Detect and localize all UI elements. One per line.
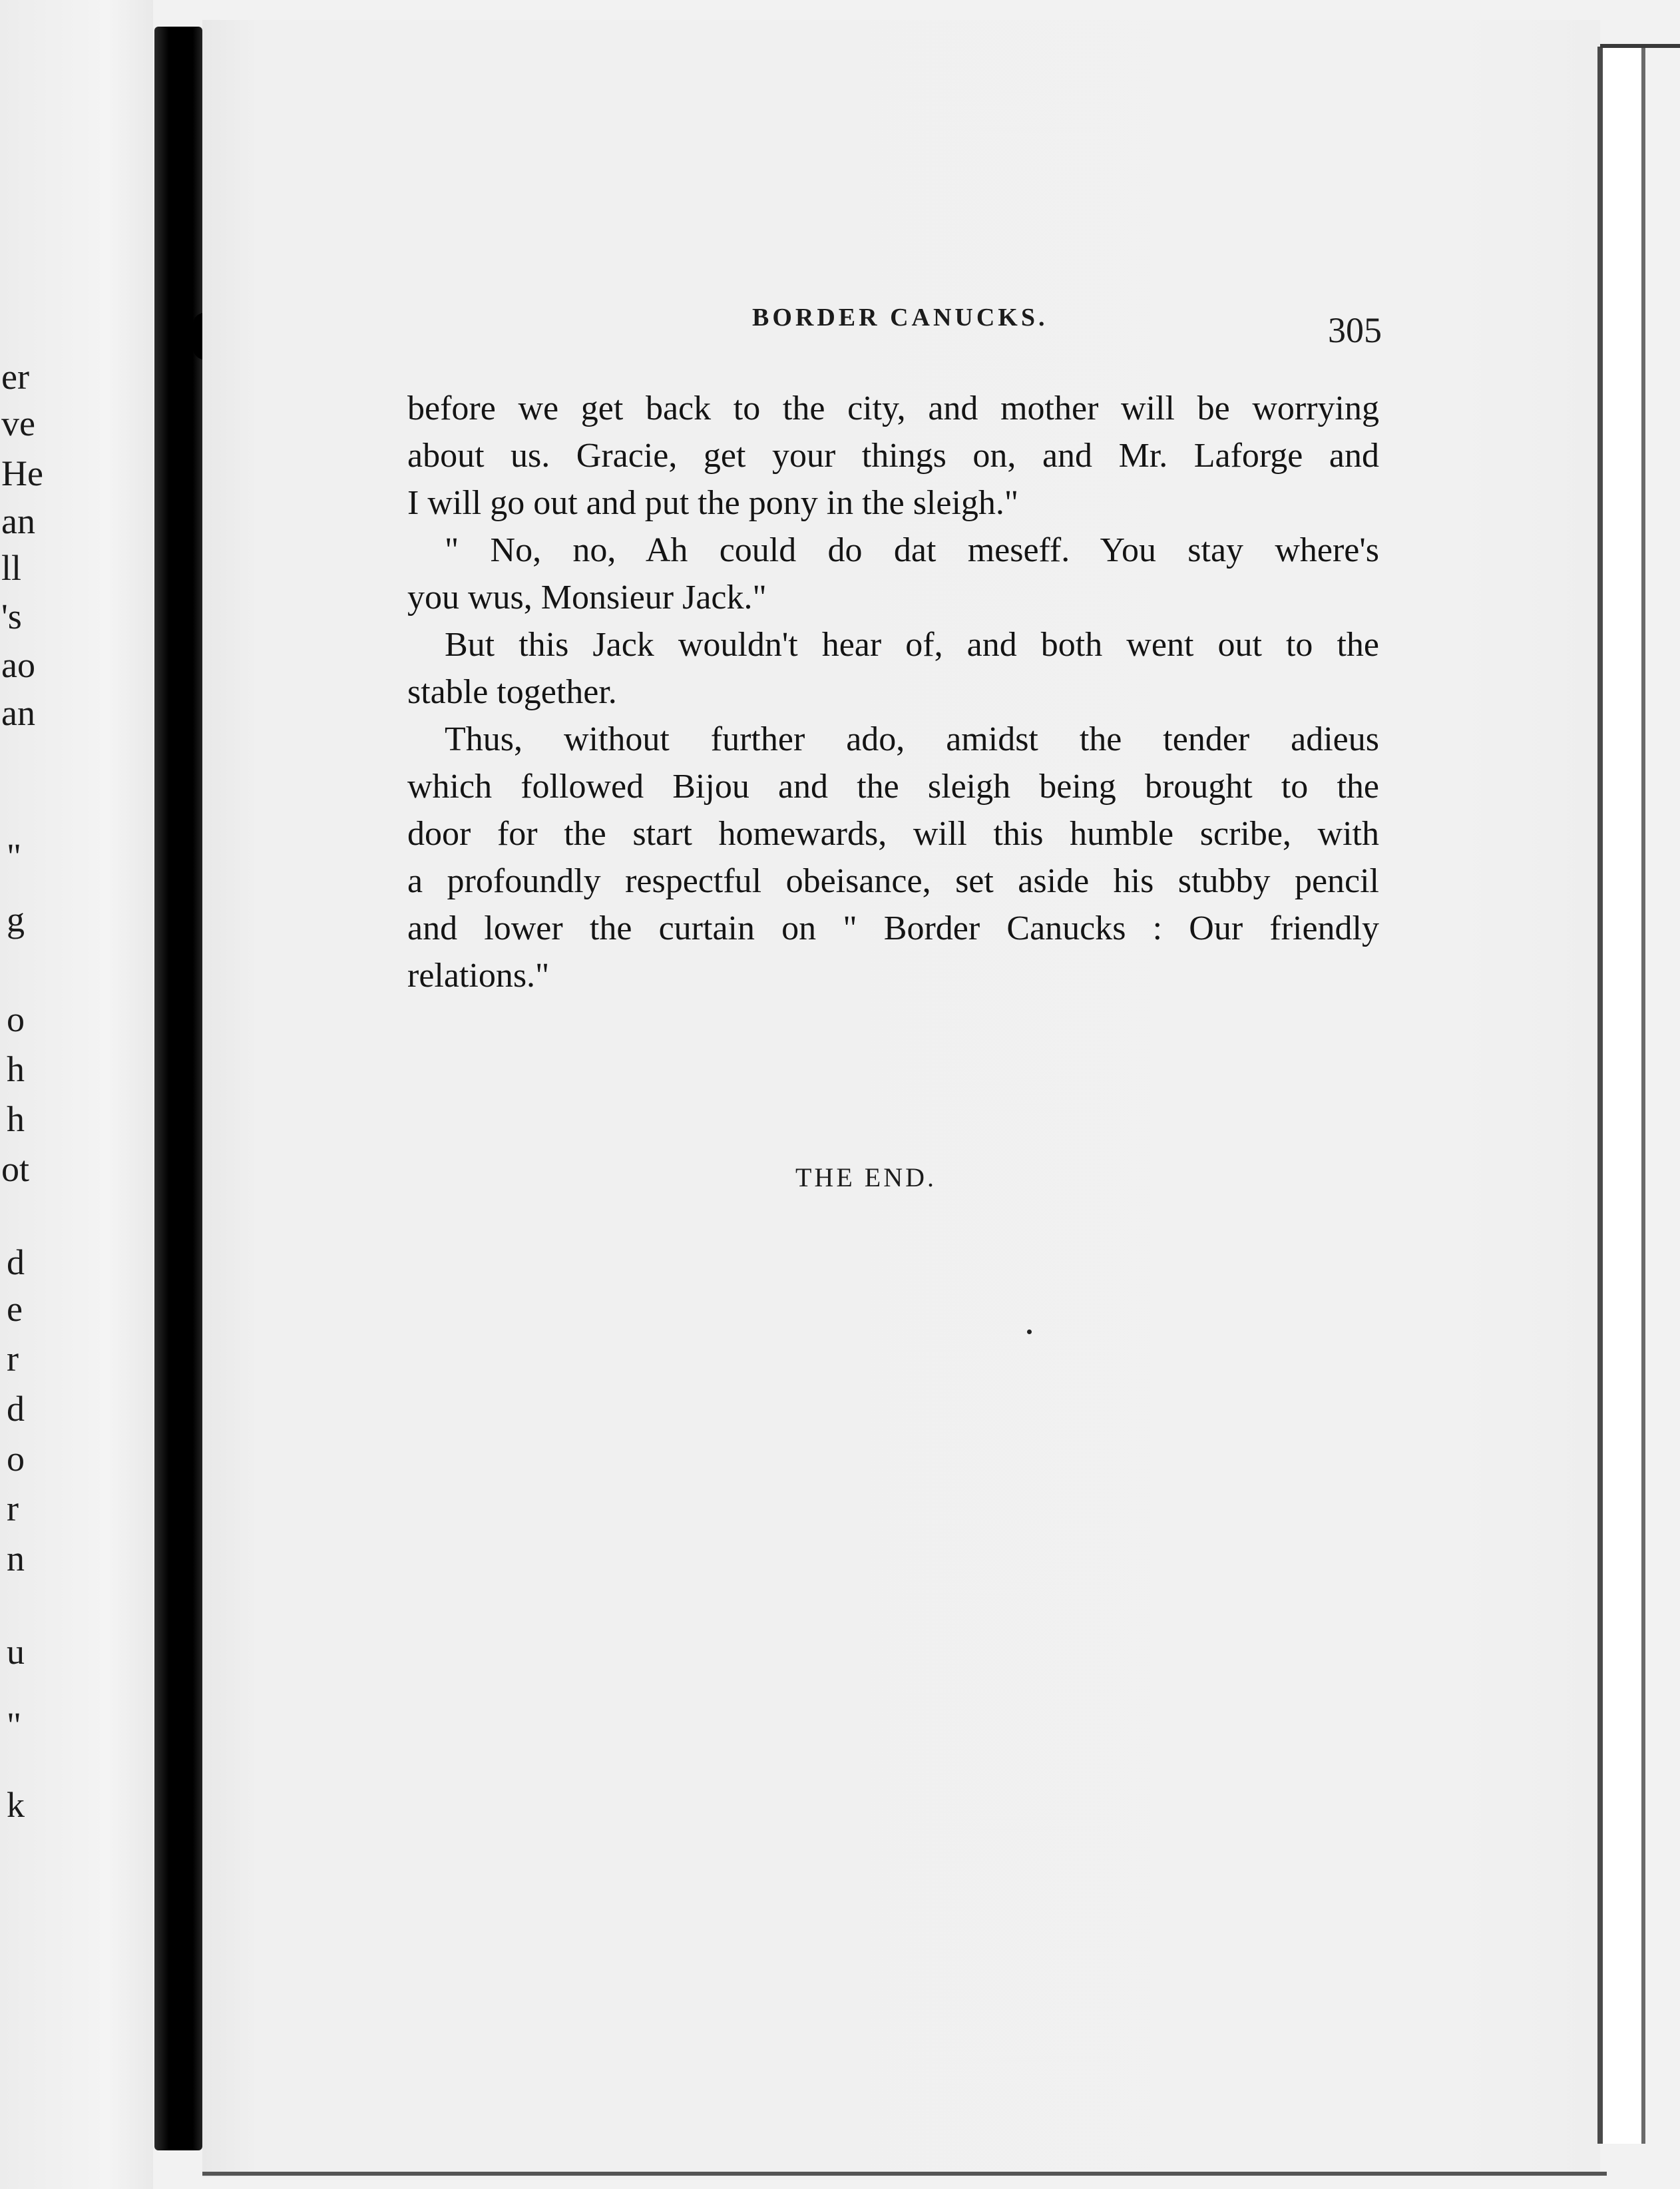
left-page-fragment: ve <box>1 403 35 443</box>
body-text <box>407 385 1379 999</box>
left-page-fragment: an <box>1 501 35 541</box>
text-line: you wus, Monsieur Jack." <box>407 579 767 616</box>
ink-speck <box>1027 1330 1032 1334</box>
left-page-fragment: h <box>7 1099 25 1139</box>
page-edge <box>1597 47 1603 2144</box>
text-line: about us. Gracie, get your things on, and Mr. Laforge and <box>407 437 1379 475</box>
text-line: I will go out and put the pony in the sleigh." <box>407 484 1019 522</box>
left-page-fragment: He <box>1 453 43 493</box>
left-page-fragment: h <box>7 1049 25 1089</box>
text-line: But this Jack wouldn't hear of, and both went out to the <box>445 626 1379 664</box>
left-page-fragment: " <box>7 1705 22 1745</box>
left-facing-page <box>0 0 153 2189</box>
text-line: " No, no, Ah could do dat meseff. You stay where's <box>445 531 1379 569</box>
left-page-fragment: r <box>7 1339 19 1379</box>
left-page-fragment: r <box>7 1489 19 1529</box>
left-page-fragment: er <box>1 357 29 397</box>
the-end-heading: THE END. <box>795 1162 937 1192</box>
text-line: before we get back to the city, and mother will be worrying <box>407 389 1379 427</box>
left-page-fragment: d <box>7 1389 25 1429</box>
outer-margin <box>1603 47 1643 2144</box>
left-page-fragment: o <box>7 1439 25 1479</box>
left-page-fragment: d <box>7 1242 25 1282</box>
left-page-fragment: ot <box>1 1149 30 1189</box>
left-page-fragment: an <box>1 693 35 733</box>
text-line: and lower the curtain on " Border Canucks : Our friendly <box>407 909 1379 947</box>
text-line: Thus, without further ado, amidst the tender adieus <box>445 720 1379 758</box>
left-page-fragment: " <box>7 836 22 876</box>
left-page-fragment: ao <box>1 645 35 685</box>
left-page-fragment: u <box>7 1632 25 1672</box>
top-page-edge <box>1600 44 1680 48</box>
left-page-fragment: 's <box>1 597 22 636</box>
right-page <box>202 20 1600 2177</box>
text-line: which followed Bijou and the sleigh being brought to the <box>407 768 1379 806</box>
left-page-fragment: g <box>7 899 25 939</box>
left-page-fragment: n <box>7 1539 25 1579</box>
outer-page-edge <box>1641 47 1645 2144</box>
text-line: relations." <box>407 957 550 995</box>
left-page-fragment: e <box>7 1289 23 1329</box>
page-number: 305 <box>1328 310 1382 350</box>
text-line: stable together. <box>407 673 617 711</box>
running-head: BORDER CANUCKS. <box>752 304 1048 332</box>
left-page-fragment: o <box>7 999 25 1039</box>
text-line: door for the start homewards, will this humble scribe, with <box>407 815 1379 853</box>
text-line: a profoundly respectful obeisance, set aside his stubby pencil <box>407 862 1379 900</box>
bottom-page-edge <box>202 2172 1607 2176</box>
left-page-fragment: k <box>7 1785 25 1825</box>
left-page-fragment: ll <box>1 548 22 588</box>
